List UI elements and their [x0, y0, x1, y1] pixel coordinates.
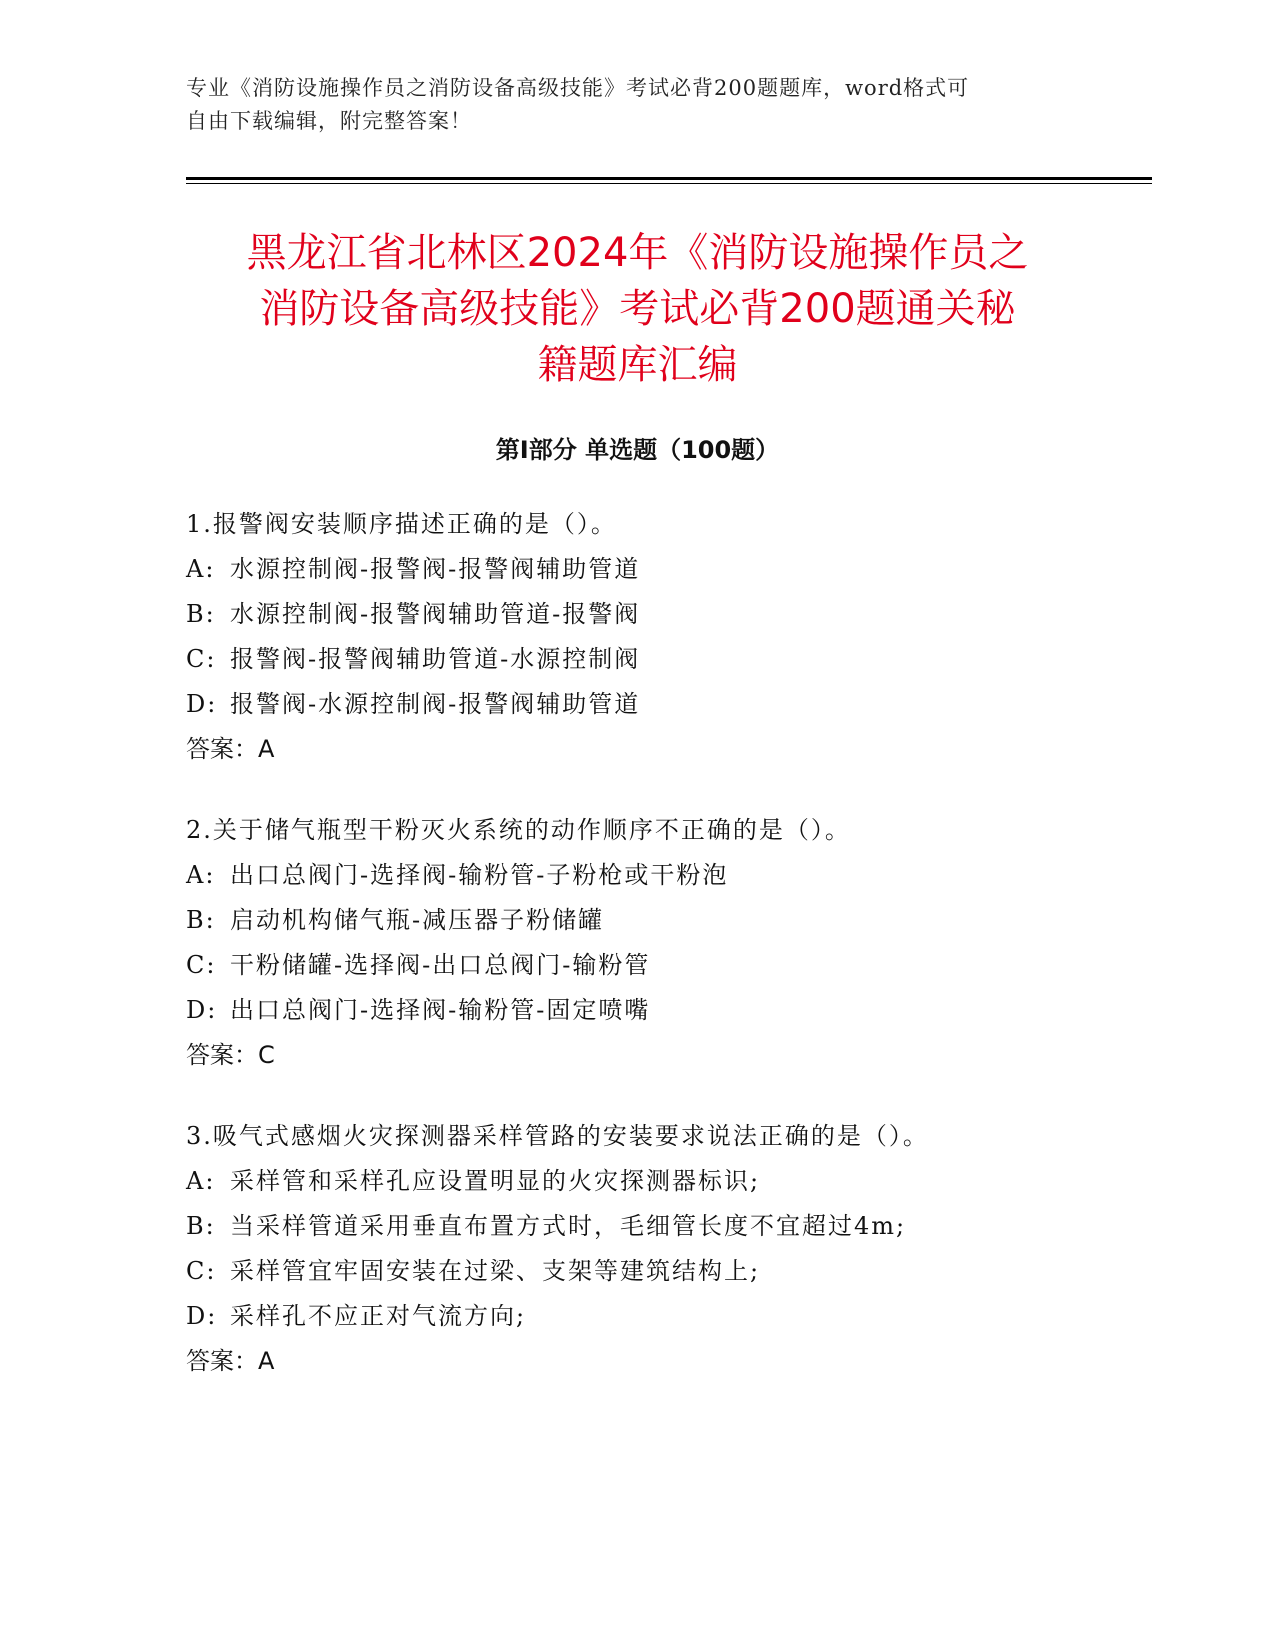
option-text: 干粉储罐-选择阀-出口总阀门-输粉管 — [230, 951, 651, 979]
option-key: A: — [186, 1167, 216, 1195]
option-text: 报警阀-水源控制阀-报警阀辅助管道 — [230, 690, 641, 718]
option-text: 当采样管道采用垂直布置方式时，毛细管长度不宜超过4m; — [230, 1212, 907, 1240]
option-text: 采样管和采样孔应设置明显的火灾探测器标识; — [230, 1167, 761, 1195]
answer-line: 答案：C — [186, 1041, 275, 1069]
option-a — [186, 1159, 1106, 1204]
option-key: D: — [186, 690, 218, 718]
option-c — [186, 637, 1106, 682]
option-text: 出口总阀门-选择阀-输粉管-固定喷嘴 — [230, 996, 651, 1024]
question-stem: 1.报警阀安装顺序描述正确的是（）。 — [186, 510, 617, 538]
question-stem: 3.吸气式感烟火灾探测器采样管路的安装要求说法正确的是（）。 — [186, 1122, 929, 1150]
option-key: A: — [186, 861, 216, 889]
option-key: D: — [186, 1302, 218, 1330]
answer-line: 答案：A — [186, 1347, 275, 1375]
option-text: 报警阀-报警阀辅助管道-水源控制阀 — [230, 645, 641, 673]
option-c — [186, 1249, 1106, 1294]
header-note-line-1: 专业《消防设施操作员之消防设备高级技能》考试必背200题题库，word格式可 — [186, 76, 970, 100]
option-b — [186, 1204, 1106, 1249]
option-key: C: — [186, 1257, 217, 1285]
option-text: 出口总阀门-选择阀-输粉管-子粉枪或干粉泡 — [230, 861, 729, 889]
document-title-line-2: 消防设备高级技能》考试必背200题通关秘 — [259, 286, 1016, 332]
option-d — [186, 988, 1106, 1033]
option-text: 采样管宜牢固安装在过梁、支架等建筑结构上; — [230, 1257, 761, 1285]
answer-line: 答案：A — [186, 735, 275, 763]
option-key: B: — [186, 600, 216, 628]
header-note-line-2: 自由下载编辑，附完整答案！ — [186, 109, 472, 133]
option-d — [186, 682, 1106, 727]
option-key: D: — [186, 996, 218, 1024]
option-key: B: — [186, 906, 216, 934]
option-b — [186, 592, 1106, 637]
option-text: 采样孔不应正对气流方向; — [230, 1302, 527, 1330]
question-stem: 2.关于储气瓶型干粉灭火系统的动作顺序不正确的是（）。 — [186, 816, 851, 844]
option-text: 水源控制阀-报警阀-报警阀辅助管道 — [230, 555, 641, 583]
document-title-line-1: 黑龙江省北林区2024年《消防设施操作员之 — [246, 230, 1029, 276]
option-key: A: — [186, 555, 216, 583]
option-c — [186, 943, 1106, 988]
document-title — [150, 225, 1125, 393]
option-b — [186, 898, 1106, 943]
option-a — [186, 853, 1106, 898]
option-key: C: — [186, 951, 217, 979]
option-key: C: — [186, 645, 217, 673]
option-text: 启动机构储气瓶-减压器子粉储罐 — [230, 906, 605, 934]
document-title-line-3: 籍题库汇编 — [537, 342, 738, 388]
option-a — [186, 547, 1106, 592]
question-3 — [186, 1114, 1106, 1384]
question-2 — [186, 808, 1106, 1078]
option-d — [186, 1294, 1106, 1339]
option-key: B: — [186, 1212, 216, 1240]
option-text: 水源控制阀-报警阀辅助管道-报警阀 — [230, 600, 641, 628]
question-1 — [186, 502, 1106, 772]
header-divider-thick — [186, 177, 1152, 180]
header-divider-thin — [186, 183, 1152, 184]
header-note — [186, 72, 1066, 138]
section-heading: 第Ⅰ部分 单选题（100题） — [495, 436, 780, 464]
